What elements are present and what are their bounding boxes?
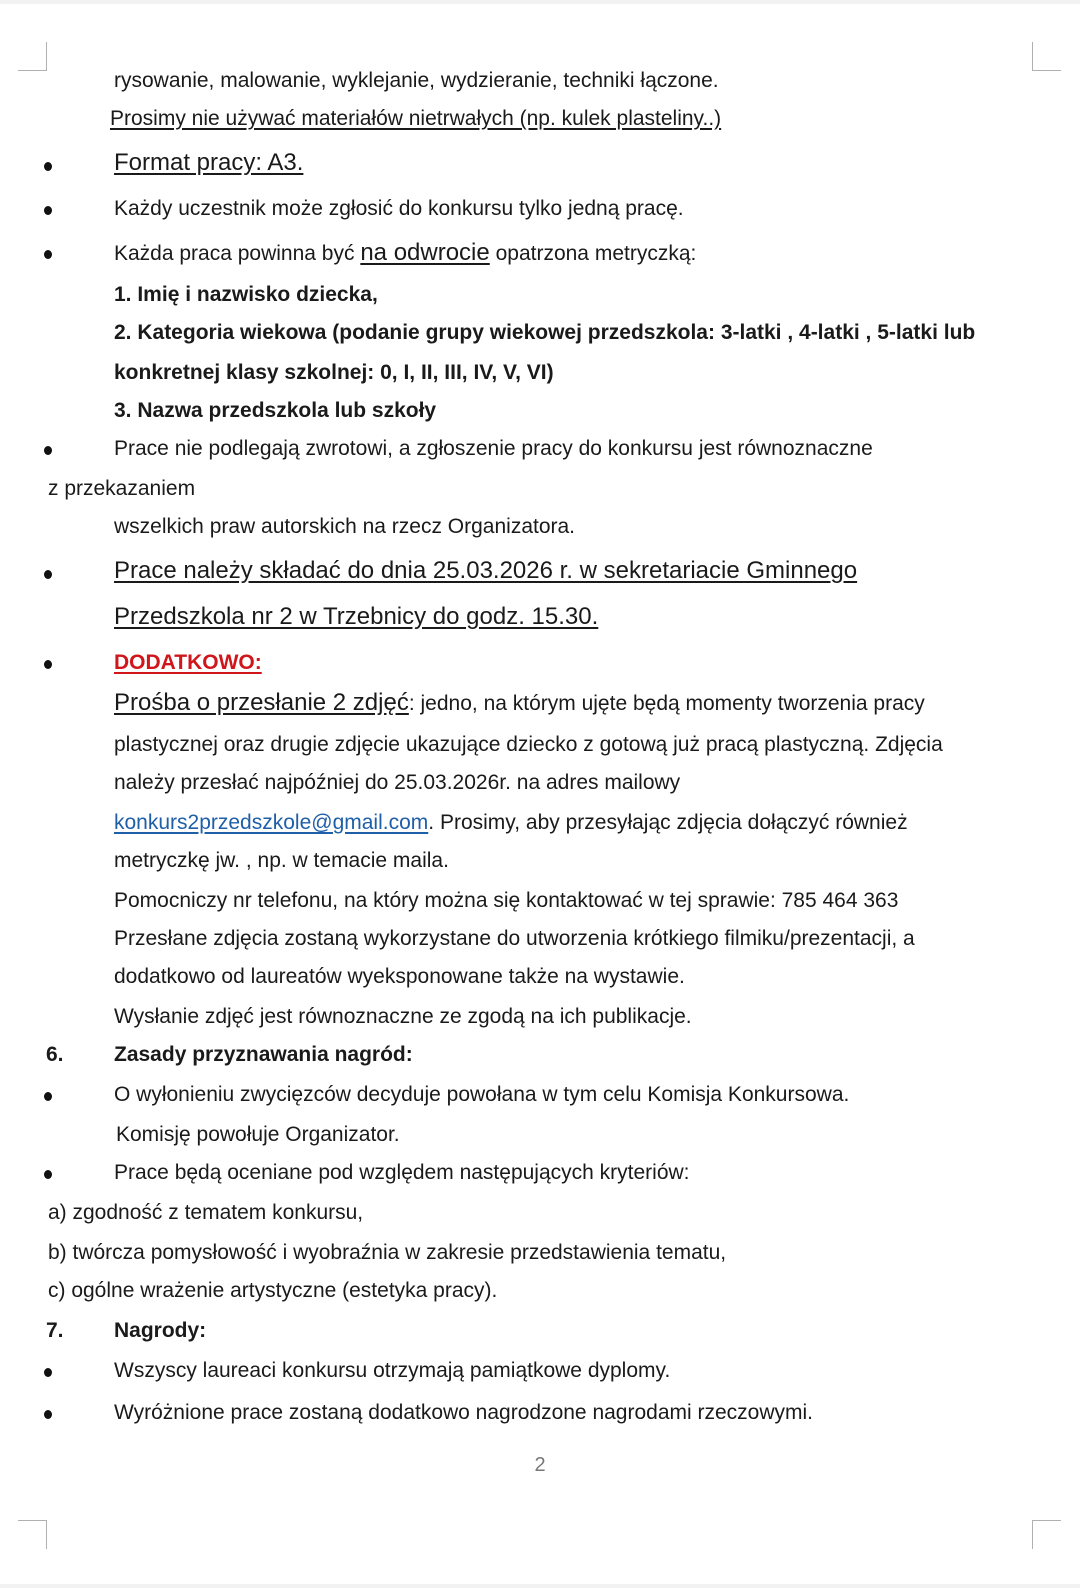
criterion-b: b) twórcza pomysłowość i wyobraźnia w zakresie przedstawienia tematu,	[48, 1241, 727, 1264]
bullet-icon	[44, 660, 54, 670]
criterion-a: a) zgodność z tematem konkursu,	[48, 1201, 364, 1224]
materials-note: Prosimy nie używać materiałów nietrwałych (np. kulek plasteliny..)	[110, 107, 722, 130]
metric-text: Każda praca powinna być na odwrocie opatrzona metryczką:	[114, 239, 697, 266]
format-text: Format pracy: A3.	[114, 149, 304, 176]
bullet-icon	[44, 446, 54, 456]
margin-corner-mark	[18, 1520, 47, 1549]
return-text-cont: wszelkich praw autorskich na rzecz Organizatora.	[114, 515, 576, 538]
usage-text-cont: dodatkowo od laureatów wyeksponowane także na wystawie.	[114, 965, 685, 988]
metric-item-3: 3. Nazwa przedszkola lub szkoły	[114, 399, 437, 422]
photos-request: Prośba o przesłanie 2 zdjęć: jedno, na którym ujęte będą momenty tworzenia pracy	[114, 689, 925, 716]
margin-corner-mark	[1032, 42, 1061, 71]
margin-corner-mark	[18, 42, 47, 71]
metric-emphasis: na odwrocie	[360, 239, 490, 266]
document-page	[0, 4, 1080, 1584]
photos-text: plastycznej oraz drugie zdjęcie ukazujące dziecko z gotową już pracą plastyczną. Zdjęcia	[114, 733, 943, 756]
bullet-icon	[44, 1368, 54, 1378]
photos-text: metryczkę jw. , np. w temacie maila.	[114, 849, 449, 872]
bullet-icon	[44, 250, 54, 260]
section-number: 6.	[46, 1043, 64, 1066]
photos-text: należy przesłać najpóźniej do 25.03.2026r. na adres mailowy	[114, 771, 681, 794]
bullet-icon	[44, 1410, 54, 1420]
deadline-text: Prace należy składać do dnia 25.03.2026 r. w sekretariacie Gminnego	[114, 557, 858, 584]
margin-corner-mark	[1032, 1520, 1061, 1549]
techniques-text: rysowanie, malowanie, wyklejanie, wydzieranie, techniki łączone.	[114, 69, 719, 92]
jury-text: O wyłonieniu zwycięzców decyduje powołana w tym celu Komisja Konkursowa.	[114, 1083, 850, 1106]
bullet-icon	[44, 570, 54, 580]
bullet-icon	[44, 1170, 54, 1180]
section-number: 7.	[46, 1319, 64, 1342]
return-text-cont: z przekazaniem	[48, 477, 196, 500]
prize-text: Wszyscy laureaci konkursu otrzymają pamiątkowe dyplomy.	[114, 1359, 671, 1382]
metric-item-2-cont: konkretnej klasy szkolnej: 0, I, II, III, IV, V, VI)	[114, 361, 554, 384]
section-heading-awards-rules: Zasady przyznawania nagród:	[114, 1043, 413, 1066]
email-link[interactable]: konkurs2przedszkole@gmail.com	[114, 811, 429, 834]
phone-text: Pomocniczy nr telefonu, na który można się kontaktować w tej sprawie: 785 464 363	[114, 889, 899, 912]
bullet-icon	[44, 162, 54, 172]
criteria-intro: Prace będą oceniane pod względem następujących kryteriów:	[114, 1161, 690, 1184]
one-work-text: Każdy uczestnik może zgłosić do konkursu tylko jedną pracę.	[114, 197, 684, 220]
extra-heading: DODATKOWO:	[114, 651, 262, 674]
bullet-icon	[44, 1092, 54, 1102]
jury-text-cont: Komisję powołuje Organizator.	[116, 1123, 400, 1146]
prize-text: Wyróżnione prace zostaną dodatkowo nagrodzone nagrodami rzeczowymi.	[114, 1401, 814, 1424]
section-heading-prizes: Nagrody:	[114, 1319, 207, 1342]
metric-item-2: 2. Kategoria wiekowa (podanie grupy wiekowej przedszkola: 3-latki , 4-latki , 5-latki lub	[114, 321, 976, 344]
criterion-c: c) ogólne wrażenie artystyczne (estetyka pracy).	[48, 1279, 498, 1302]
consent-text: Wysłanie zdjęć jest równoznaczne ze zgodą na ich publikacje.	[114, 1005, 692, 1028]
page-number: 2	[534, 1454, 546, 1476]
usage-text: Przesłane zdjęcia zostaną wykorzystane do utworzenia krótkiego filmiku/prezentacji, a	[114, 927, 915, 950]
metric-item-1: 1. Imię i nazwisko dziecka,	[114, 283, 378, 306]
bullet-icon	[44, 206, 54, 216]
deadline-text-cont: Przedszkola nr 2 w Trzebnicy do godz. 15.30.	[114, 603, 599, 630]
photos-text: konkurs2przedszkole@gmail.com. Prosimy, aby przesyłając zdjęcia dołączyć również	[114, 811, 908, 834]
return-text: Prace nie podlegają zwrotowi, a zgłoszenie pracy do konkursu jest równoznaczne	[114, 437, 873, 460]
